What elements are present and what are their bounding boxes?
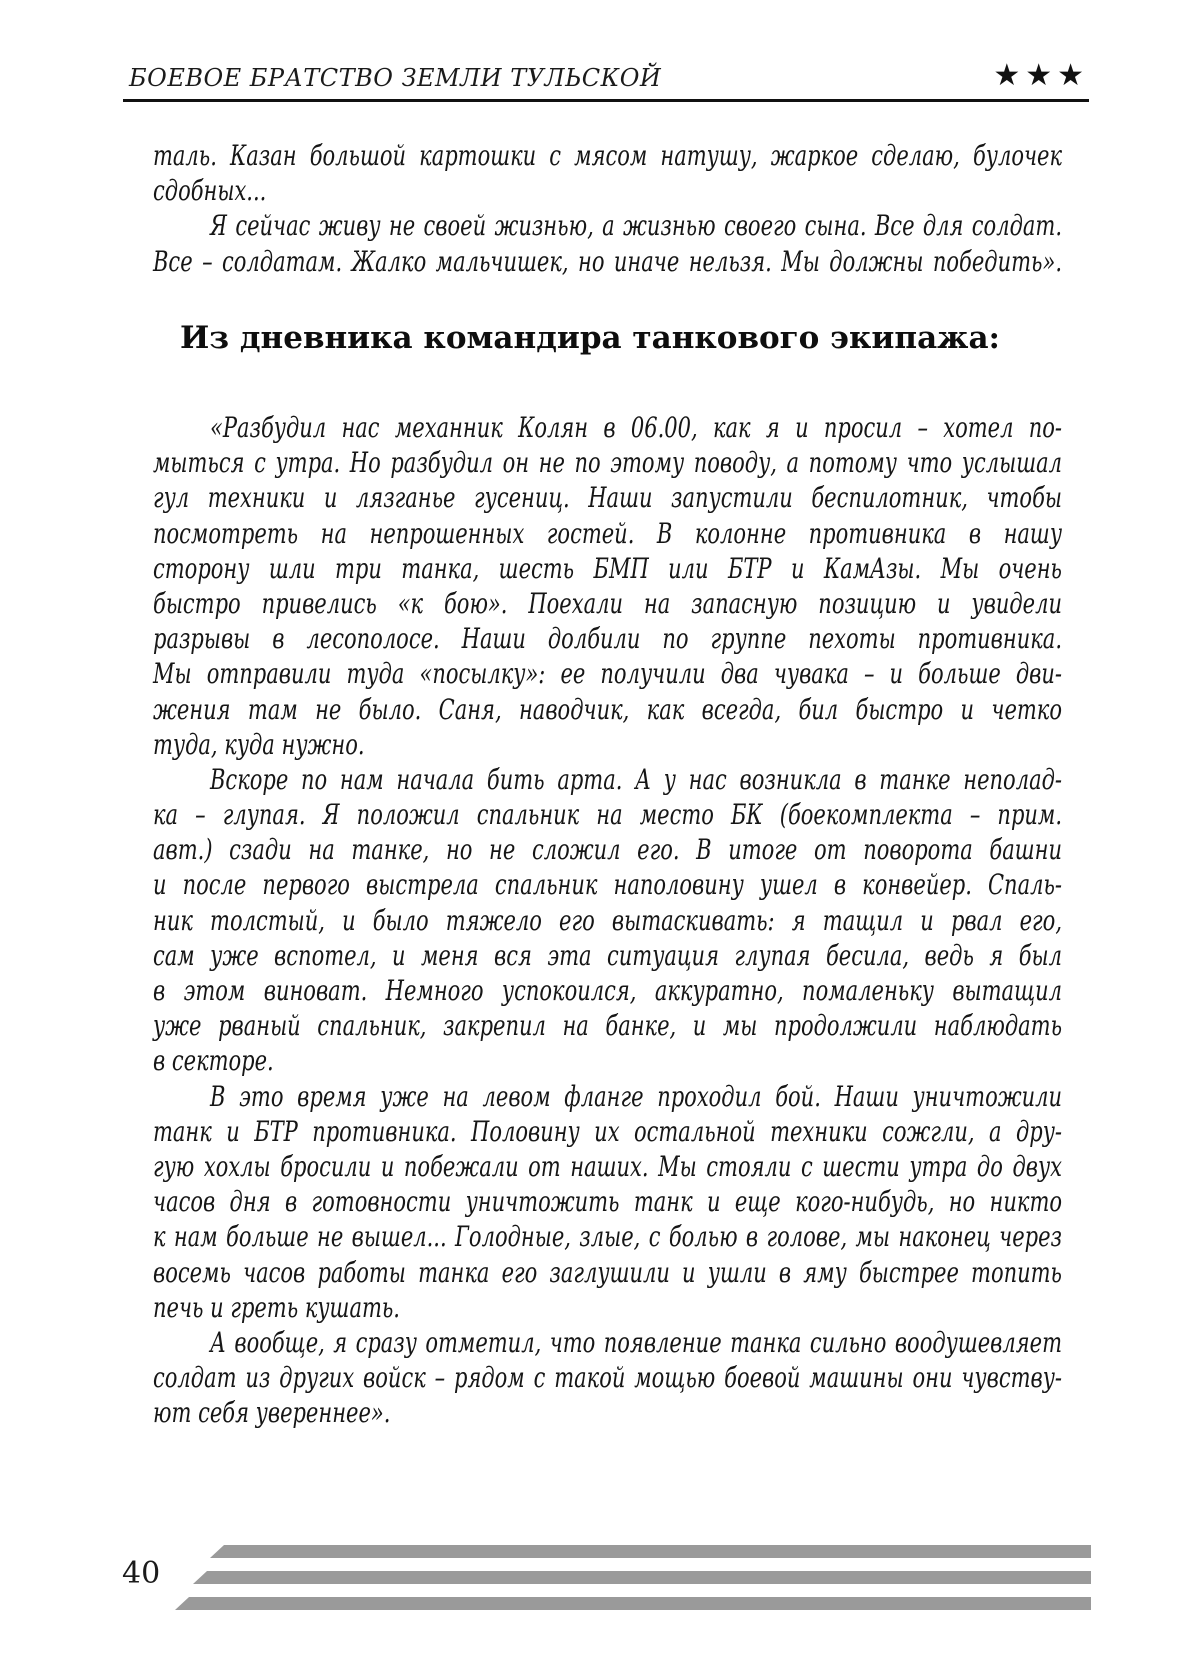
text-line: в секторе. bbox=[153, 1044, 274, 1078]
text-line: восемь часов работы танка его заглушили и ушли в яму быстрее топить bbox=[153, 1255, 1062, 1289]
text-line: В это время уже на левом фланге проходил бой. Наши уничтожили bbox=[210, 1079, 1062, 1113]
header-divider bbox=[123, 99, 1089, 102]
text-line: солдат из других войск – рядом с такой мощью боевой машины они чувству- bbox=[153, 1361, 1062, 1395]
text-line: «Разбудил нас механник Колян в 06.00, как я и просил – хотел по- bbox=[210, 411, 1062, 444]
text-line: сдобных... bbox=[153, 174, 267, 208]
text-line: гул техники и лязганье гусениц. Наши запустили беспилотник, чтобы bbox=[153, 481, 1062, 515]
intro-text-block bbox=[153, 138, 1062, 279]
text-line: А вообще, я сразу отметил, что появление танка сильно воодушевляет bbox=[210, 1325, 1062, 1359]
text-line: сторону шли три танка, шесть БМП или БТР и КамАзы. Мы очень bbox=[153, 551, 1062, 585]
text-line: Все – солдатам. Жалко мальчишек, но иначе нельзя. Мы должны победить». bbox=[153, 244, 1062, 278]
text-line: в этом виноват. Немного успокоился, аккуратно, помаленьку вытащил bbox=[153, 974, 1062, 1007]
text-line: туда, куда нужно. bbox=[153, 727, 365, 761]
text-line: уже рваный спальник, закрепил на банке, и мы продолжили наблюдать bbox=[153, 1009, 1062, 1043]
text-line: авт.) сзади на танке, но не сложил его. В итоге от поворота башни bbox=[153, 833, 1062, 867]
text-line: сам уже вспотел, и меня вся эта ситуация глупая бесила, ведь я был bbox=[153, 938, 1062, 972]
footer-stripe bbox=[175, 1597, 1091, 1610]
diary-text-block bbox=[153, 410, 1062, 1430]
text-line: Мы отправили туда «посылку»: ее получили два чувака – и больше дви- bbox=[153, 657, 1062, 691]
text-line: ка – глупая. Я положил спальник на место БК (боекомплекта – прим. bbox=[153, 798, 1062, 832]
text-line: мыться с утра. Но разбудил он не по этому поводу, а потому что услышал bbox=[153, 446, 1062, 480]
footer-stripes bbox=[175, 1545, 1091, 1611]
text-line: Вскоре по нам начала бить арта. А у нас возникла в танке неполад- bbox=[210, 762, 1062, 796]
text-line: танк и БТР противника. Половину их остальной техники сожгли, а дру- bbox=[153, 1114, 1062, 1148]
section-heading: Из дневника командира танкового экипажа: bbox=[180, 320, 1001, 356]
text-line: таль. Казан большой картошки с мясом натушу, жаркое сделаю, булочек bbox=[153, 139, 1062, 172]
text-line: посмотреть на непрошенных гостей. В колонне противника в нашу bbox=[153, 516, 1062, 550]
text-line: к нам больше не вышел... Голодные, злые, с болью в голове, мы наконец через bbox=[153, 1220, 1062, 1254]
text-line: ют себя увереннее». bbox=[153, 1396, 391, 1430]
text-line: и после первого выстрела спальник наполовину ушел в конвейер. Спаль- bbox=[153, 868, 1062, 902]
running-header-title: БОЕВОЕ БРАТСТВО ЗЕМЛИ ТУЛЬСКОЙ bbox=[129, 64, 662, 92]
text-line: гую хохлы бросили и побежали от наших. Мы стояли с шести утра до двух bbox=[153, 1149, 1062, 1183]
text-line: печь и греть кушать. bbox=[153, 1290, 400, 1324]
stars-icon: ★★★ bbox=[993, 58, 1089, 93]
text-line: быстро привелись «к бою». Поехали на запасную позицию и увидели bbox=[153, 586, 1062, 620]
text-line: разрывы в лесополосе. Наши долбили по группе пехоты противника. bbox=[153, 622, 1062, 656]
page-number: 40 bbox=[122, 1556, 161, 1591]
text-line: Я сейчас живу не своей жизнью, а жизнью своего сына. Все для солдат. bbox=[210, 209, 1062, 243]
text-line: ник толстый, и было тяжело его вытаскивать: я тащил и рвал его, bbox=[153, 903, 1062, 937]
footer-stripe bbox=[210, 1545, 1091, 1558]
text-line: жения там не было. Саня, наводчик, как всегда, бил быстро и четко bbox=[153, 692, 1062, 726]
text-line: часов дня в готовности уничтожить танк и еще кого-нибудь, но никто bbox=[153, 1185, 1062, 1219]
footer-stripe bbox=[193, 1571, 1091, 1584]
